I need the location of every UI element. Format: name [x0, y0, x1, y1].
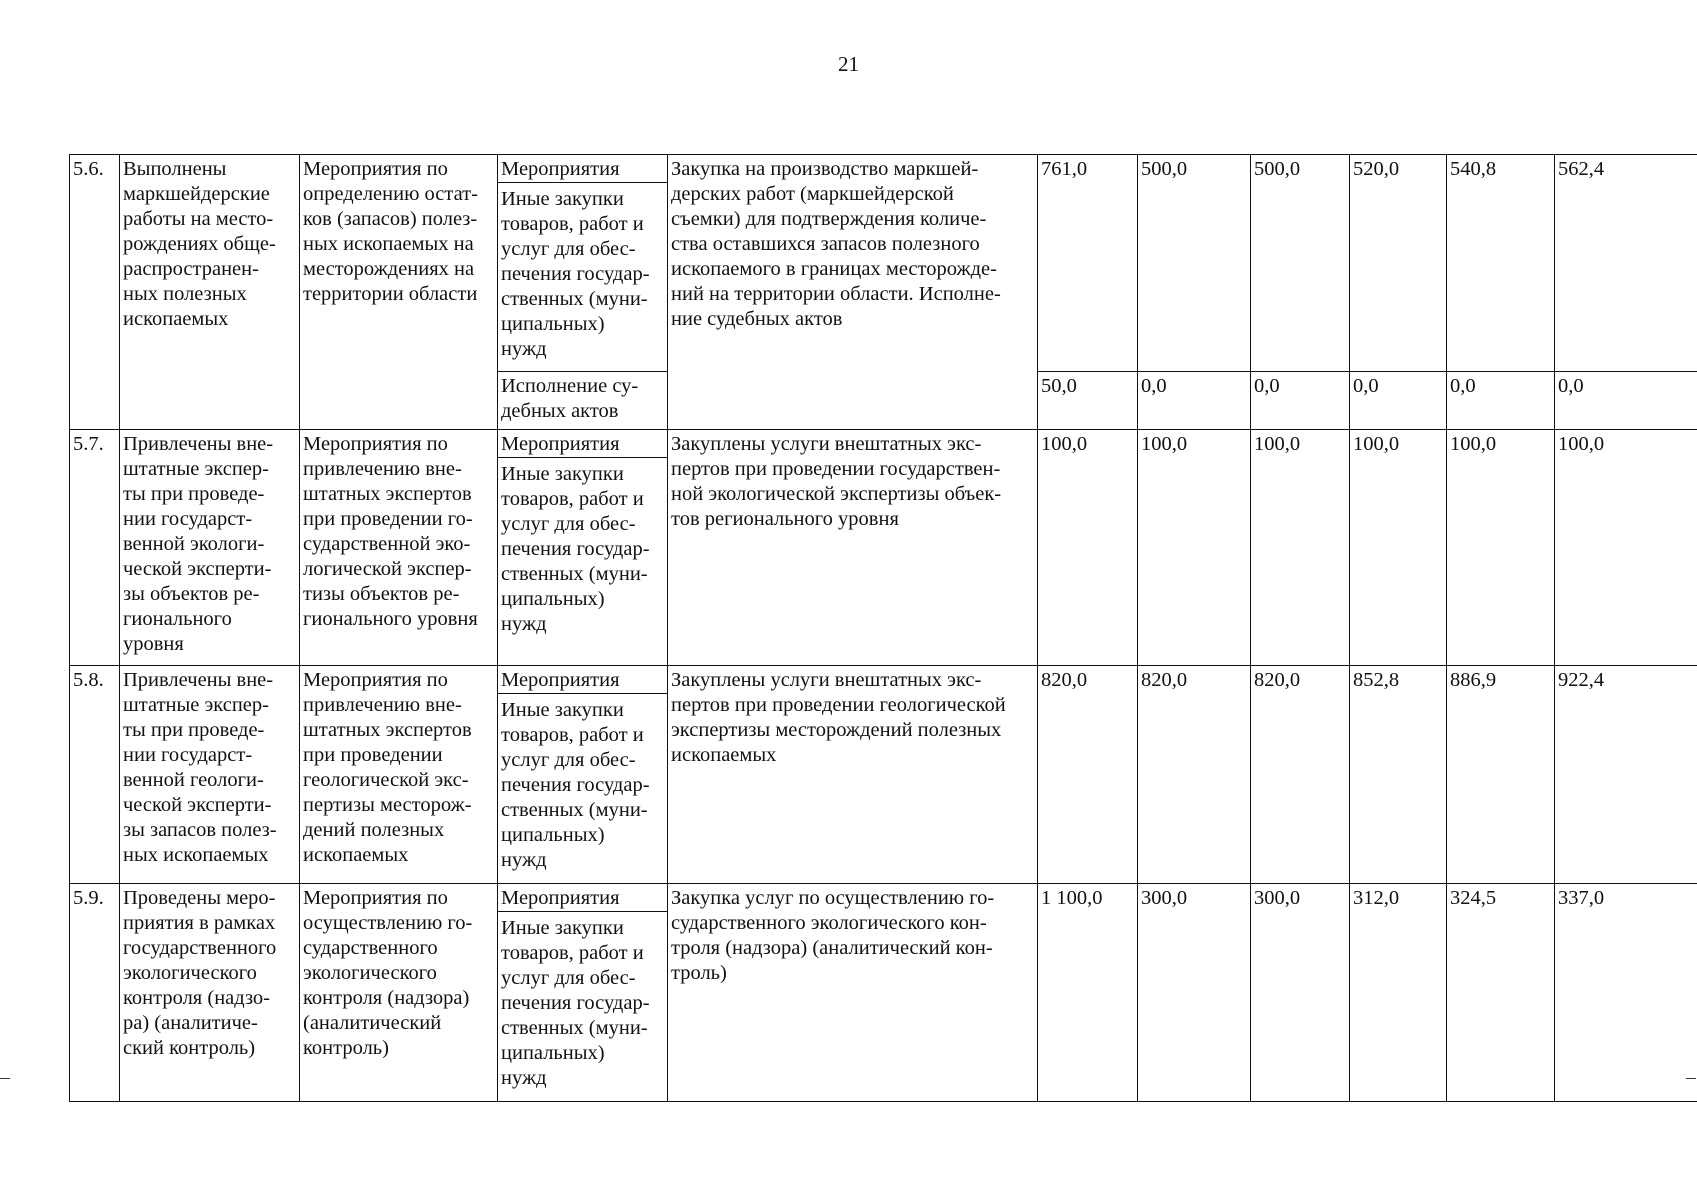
event-kind: Иные закупки товаров, работ и услуг для обес- печения государ- ственных (муни- ципальных) нужд [501, 188, 650, 360]
event-type: Мероприятия [498, 884, 667, 912]
value-cell: 0,0 [1555, 372, 1697, 430]
scan-edge-mark-left [0, 1078, 10, 1079]
row-number: 5.6. [70, 155, 120, 430]
result-cell: Выполнены маркшейдерские работы на место- рождениях обще- распространен- ных полезных ископаемых [120, 155, 300, 430]
activity-cell: Мероприятия по привлечению вне- штатных экспертов при проведении го- сударственной эко- логической экспер- тизы объектов ре- гионального уровня [300, 430, 498, 666]
description-cell: Закуплены услуги внештатных экс- пертов при проведении геологической экспертизы месторождений полезных ископаемых [668, 666, 1038, 884]
value-cell: 324,5 [1447, 884, 1555, 1102]
value-cell: 540,8 [1447, 155, 1555, 372]
value-cell: 852,8 [1350, 666, 1447, 884]
value-cell: 100,0 [1138, 430, 1251, 666]
event-kind-court: Исполнение су- дебных актов [498, 372, 668, 430]
value-cell: 300,0 [1138, 884, 1251, 1102]
program-activities-table [69, 154, 1697, 1102]
event-kind: Иные закупки товаров, работ и услуг для обес- печения государ- ственных (муни- ципальных) нужд [501, 699, 650, 871]
value-cell: 0,0 [1138, 372, 1251, 430]
value-cell: 520,0 [1350, 155, 1447, 372]
event-cell [498, 666, 668, 884]
event-cell [498, 430, 668, 666]
scan-edge-mark-right [1686, 1078, 1696, 1079]
description-cell: Закуплены услуги внештатных экс- пертов при проведении государствен- ной экологической экспертизы объек- тов регионального уровня [668, 430, 1038, 666]
result-cell: Привлечены вне- штатные экспер- ты при проведе- нии государст- венной экологи- ческой эксперти- зы объектов ре- гионального уровня [120, 430, 300, 666]
value-cell: 820,0 [1251, 666, 1350, 884]
value-cell: 100,0 [1038, 430, 1138, 666]
activity-cell: Мероприятия по определению остат- ков (запасов) полез- ных ископаемых на месторождениях на территории области [300, 155, 498, 430]
value-cell: 100,0 [1350, 430, 1447, 666]
value-cell: 100,0 [1447, 430, 1555, 666]
value-cell: 0,0 [1251, 372, 1350, 430]
result-cell: Привлечены вне- штатные экспер- ты при проведе- нии государст- венной геологи- ческой эксперти- зы запасов полез- ных ископаемых [120, 666, 300, 884]
page-number: 21 [838, 52, 859, 76]
row-number: 5.7. [70, 430, 120, 666]
description-cell: Закупка услуг по осуществлению го- сударственного экологического кон- троля (надзора) (аналитический кон- троль) [668, 884, 1038, 1102]
table-row [70, 155, 1697, 372]
value-cell: 0,0 [1350, 372, 1447, 430]
value-cell: 500,0 [1251, 155, 1350, 372]
value-cell: 562,4 [1555, 155, 1697, 372]
activity-cell: Мероприятия по привлечению вне- штатных экспертов при проведении геологической экс- пертизы месторож- дений полезных ископаемых [300, 666, 498, 884]
description-cell: Закупка на производство маркшей- дерских работ (маркшейдерской съемки) для подтверждения количе- ства оставшихся запасов полезного ископаемого в границах месторожде- ний на территории области. Исполне- ние судебных актов [668, 155, 1038, 430]
table-row [70, 666, 1697, 884]
row-number: 5.9. [70, 884, 120, 1102]
event-type: Мероприятия [498, 155, 667, 183]
table-row [70, 430, 1697, 666]
value-cell: 50,0 [1038, 372, 1138, 430]
value-cell: 1 100,0 [1038, 884, 1138, 1102]
value-cell: 300,0 [1251, 884, 1350, 1102]
event-kind: Иные закупки товаров, работ и услуг для обес- печения государ- ственных (муни- ципальных) нужд [501, 917, 650, 1089]
value-cell: 922,4 [1555, 666, 1697, 884]
result-cell: Проведены меро- приятия в рамках государственного экологического контроля (надзо- ра) (аналитиче- ский контроль) [120, 884, 300, 1102]
value-cell: 100,0 [1251, 430, 1350, 666]
value-cell: 500,0 [1138, 155, 1251, 372]
activity-cell: Мероприятия по осуществлению го- сударственного экологического контроля (надзора) (аналитический контроль) [300, 884, 498, 1102]
value-cell: 820,0 [1138, 666, 1251, 884]
row-number: 5.8. [70, 666, 120, 884]
table-row [70, 884, 1697, 1102]
value-cell: 886,9 [1447, 666, 1555, 884]
event-cell [498, 884, 668, 1102]
event-type: Мероприятия [498, 430, 667, 458]
value-cell: 312,0 [1350, 884, 1447, 1102]
event-cell [498, 155, 668, 372]
value-cell: 0,0 [1447, 372, 1555, 430]
value-cell: 820,0 [1038, 666, 1138, 884]
event-kind: Иные закупки товаров, работ и услуг для обес- печения государ- ственных (муни- ципальных) нужд [501, 463, 650, 635]
value-cell: 761,0 [1038, 155, 1138, 372]
value-cell: 337,0 [1555, 884, 1697, 1102]
event-type: Мероприятия [498, 666, 667, 694]
value-cell: 100,0 [1555, 430, 1697, 666]
